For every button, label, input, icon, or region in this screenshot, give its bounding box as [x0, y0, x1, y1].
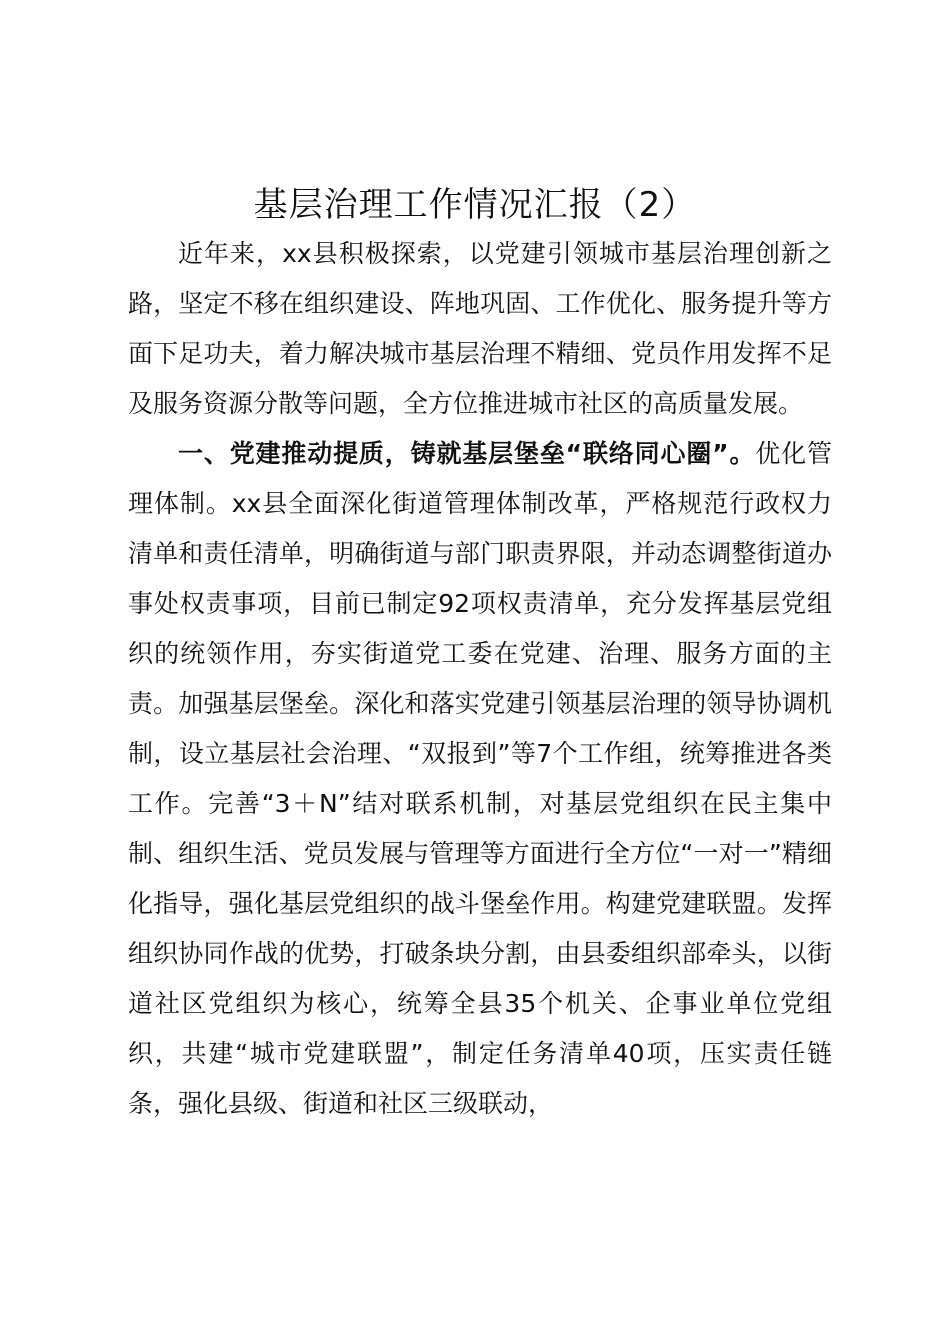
document-title: 基层治理工作情况汇报（2） [253, 185, 697, 225]
section-one-text: 优化管理体制。xx县全面深化街道管理体制改革，严格规范行政权力清单和责任清单，明确街道与部门职责界限，并动态调整街道办事处权责事项，目前已制定92项权责清单，充分发挥基层党组织的统领作用，夯实街道党工委在党建、治理、服务方面的主责。加强基层堡垒。深化和落实党建引领基层治理的领导协调机制，设立基层社会治理、“双报到”等7个工作组，统筹推进各类工作。完善“3＋N”结对联系机制，对基层党组织在民主集中制、组织生活、党员发展与管理等方面进行全方位“一对一”精细化指导，强化基层党组织的战斗堡垒作用。构建党建联盟。发挥组织协同作战的优势，打破条块分割，由县委组织部牵头，以街道社区党组织为核心，统筹全县35个机关、企事业单位党组织，共建“城市党建联盟”，制定任务清单40项，压实责任链条，强化县级、街道和社区三级联动， [128, 439, 832, 1118]
paragraph-intro-text: 近年来，xx县积极探索，以党建引领城市基层治理创新之路，坚定不移在组织建设、阵地巩固、工作优化、服务提升等方面下足功夫，着力解决城市基层治理不精细、党员作用发挥不足及服务资源分散等问题，全方位推进城市社区的高质量发展。 [128, 239, 832, 418]
section-one-heading: 一、党建推动提质，铸就基层堡垒“联络同心圈”。 [178, 439, 756, 468]
paragraph-section-one [128, 429, 832, 1129]
paragraph-intro [128, 229, 832, 429]
document-body [128, 229, 832, 1129]
